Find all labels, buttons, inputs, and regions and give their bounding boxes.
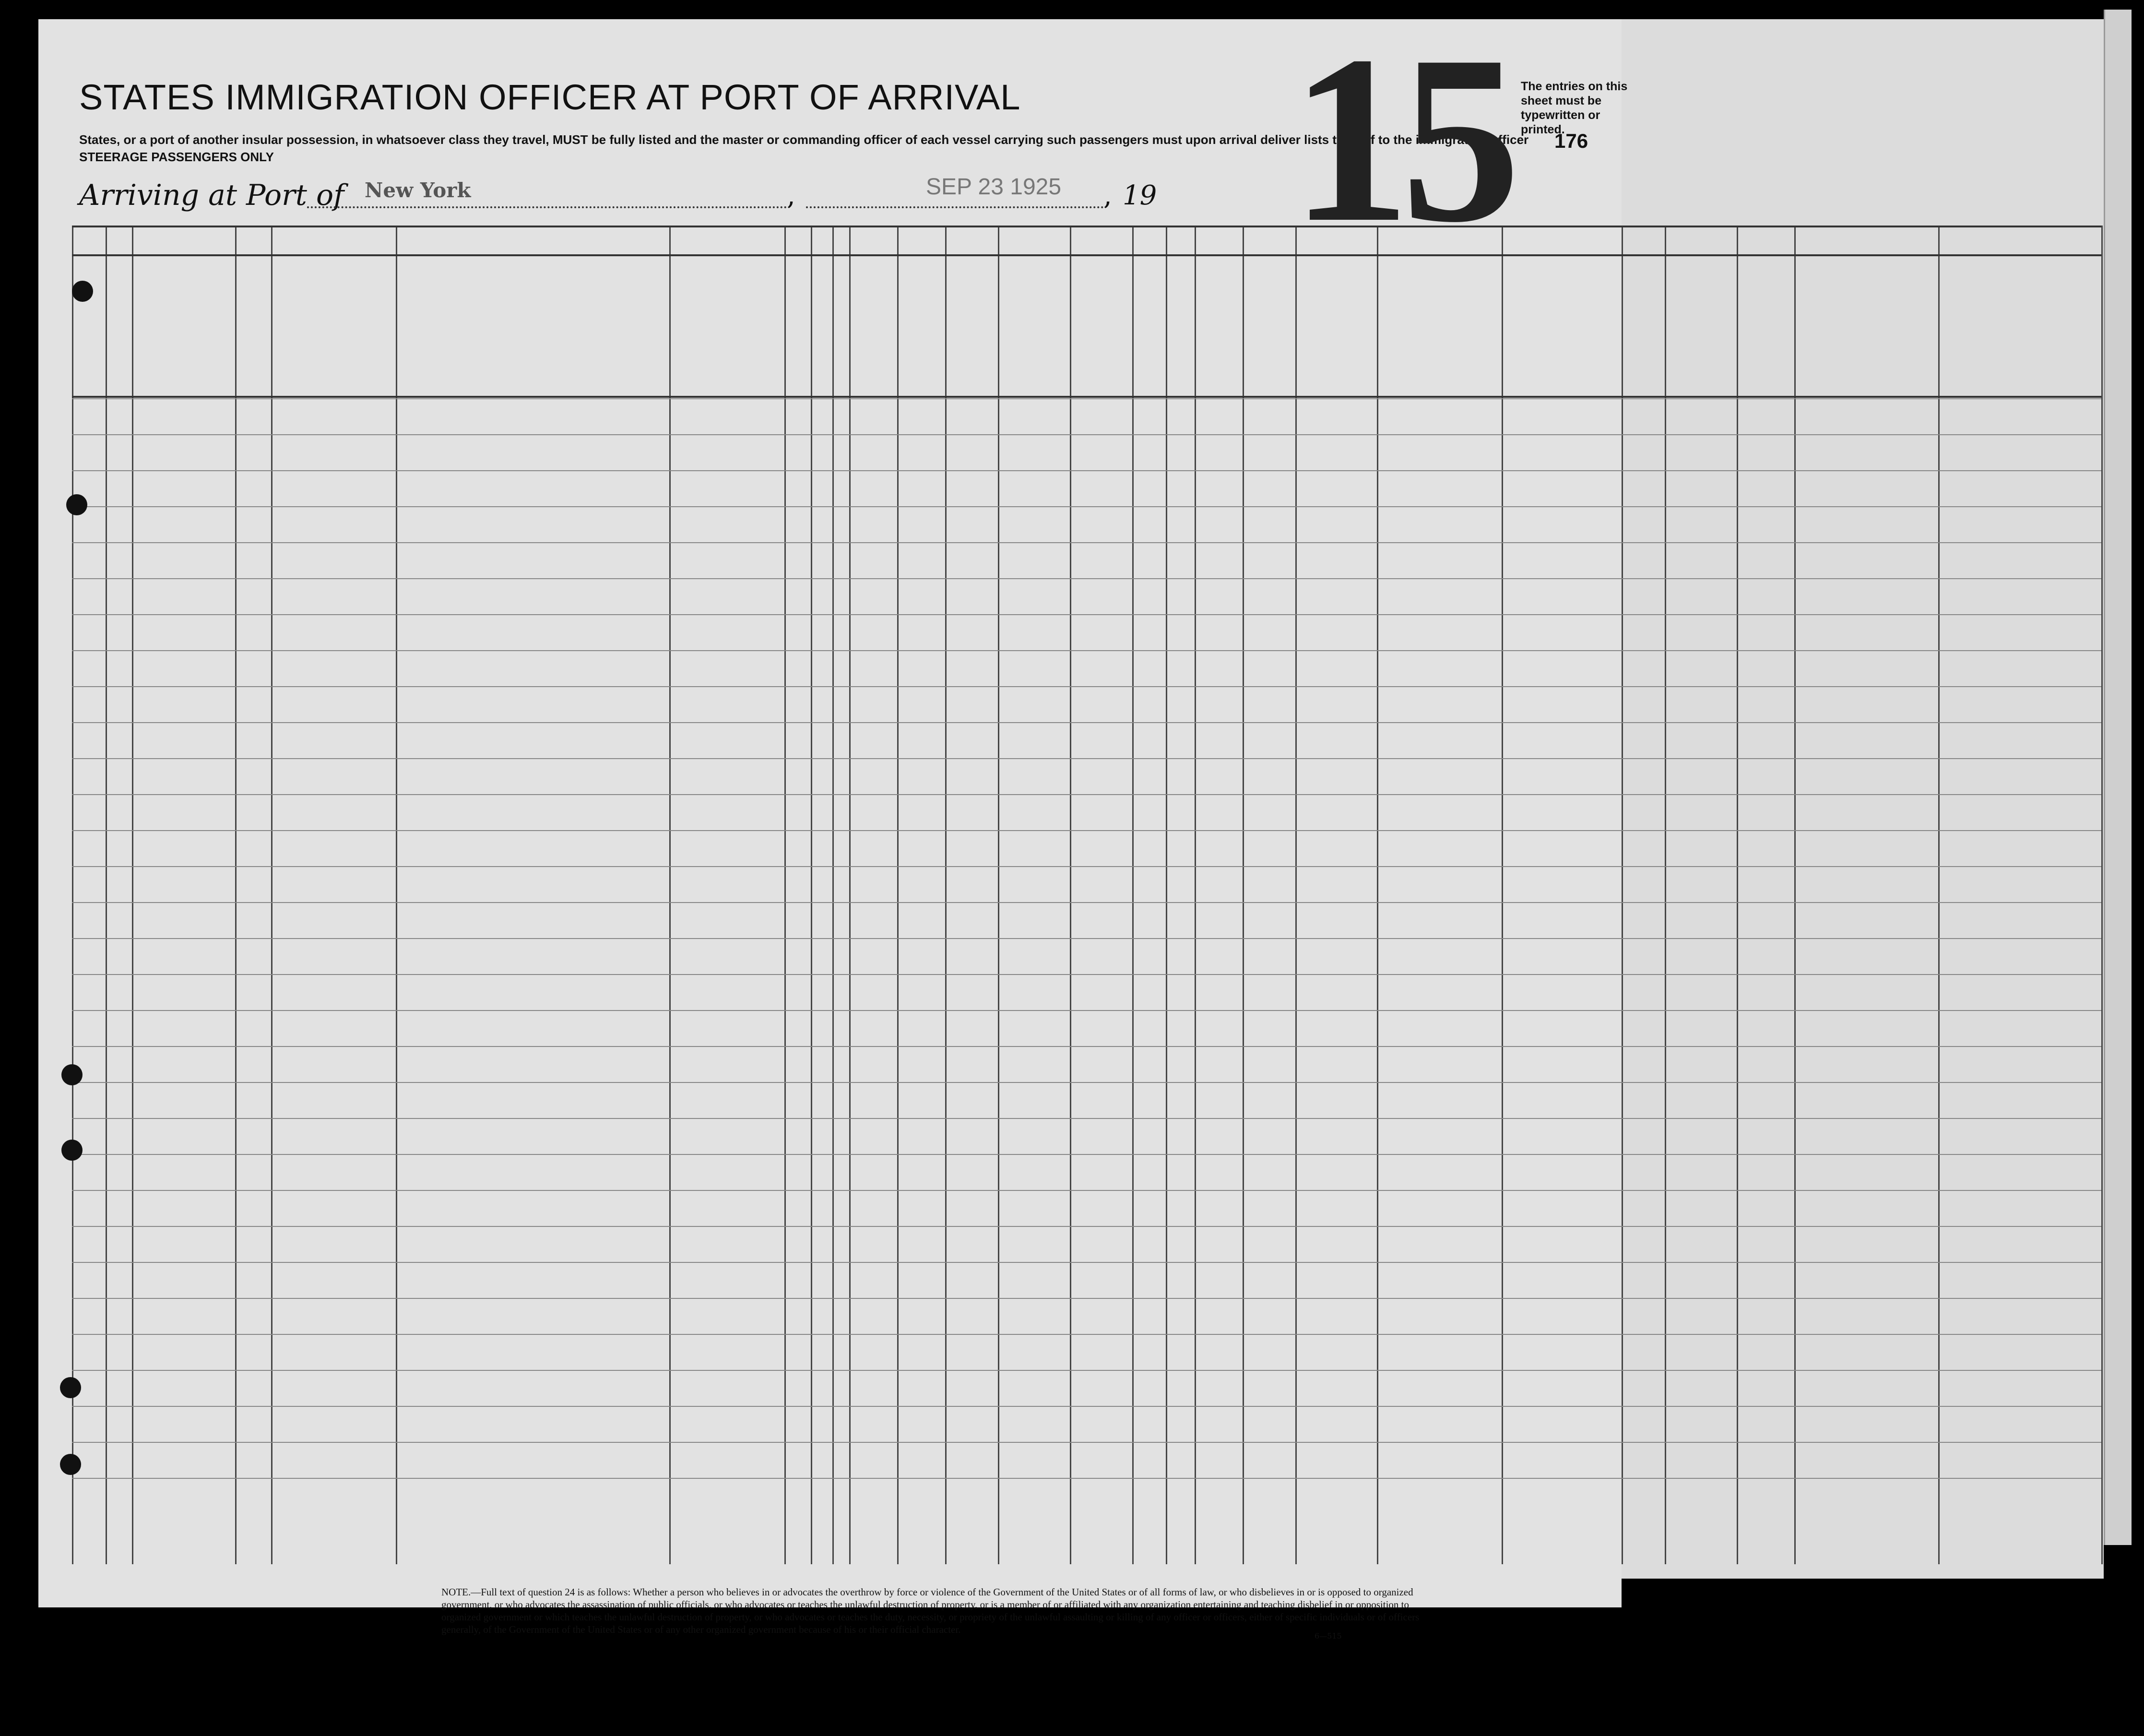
- column-divider: [1295, 226, 1297, 1564]
- row-line: [1622, 578, 2101, 579]
- row-line: [72, 1118, 1622, 1119]
- footnote: NOTE.—Full text of question 24 is as follows: Whether a person who believes in or advocates the overthrow by force or violence of the Government of the United States or of all forms of law, or who disbelieves in or is opposed to organized government, or who advocates the assassination of public officials, or who advocates or teaches the unlawful destruction of property, or is a member of or affiliated with any organization entertaining and teaching disbelief in or opposition to organized government or which teaches the unlawful destruction of property, or who advocates or teaches the duty, necessity, or propriety of the unlawful assaulting or killing of any officer or officers, either of specific individuals or of officers generally, of the Government of the United States or of any other organized government because of his or their official character.: [441, 1586, 1420, 1635]
- row-line: [1622, 938, 2101, 939]
- column-divider: [1622, 226, 1623, 1564]
- column-divider: [1737, 226, 1738, 1564]
- comma-separator: ,: [787, 180, 795, 211]
- row-line: [72, 1154, 1622, 1155]
- row-line: [1622, 542, 2101, 543]
- column-divider: [72, 226, 73, 1564]
- stamped-sheet-number: 15: [1291, 6, 1511, 272]
- row-line: [1622, 1226, 2101, 1227]
- date-line: [806, 206, 1103, 208]
- column-divider: [784, 226, 786, 1564]
- header-rule: [1622, 254, 2101, 256]
- row-line: [72, 1190, 1622, 1191]
- date-stamp: SEP 23 1925: [926, 174, 1062, 200]
- column-divider: [1794, 226, 1796, 1564]
- manifest-table-left: [72, 226, 1622, 1564]
- header-rule: [72, 396, 1622, 398]
- column-divider: [832, 226, 834, 1564]
- punch-hole: [60, 1377, 81, 1398]
- row-line: [1622, 974, 2101, 975]
- column-divider: [106, 226, 107, 1564]
- row-line: [1622, 434, 2101, 435]
- row-line: [1622, 506, 2101, 507]
- row-line: [72, 1082, 1622, 1083]
- column-divider: [998, 226, 999, 1564]
- row-line: [1622, 650, 2101, 651]
- punch-hole: [61, 1140, 83, 1161]
- row-line: [72, 1334, 1622, 1335]
- row-line: [1622, 1442, 2101, 1443]
- column-divider: [2101, 226, 2103, 1564]
- row-line: [72, 434, 1622, 435]
- row-line: [72, 1298, 1622, 1299]
- column-divider: [1070, 226, 1071, 1564]
- arriving-label: Arriving at Port of: [79, 178, 344, 212]
- column-divider: [1665, 226, 1666, 1564]
- row-line: [72, 794, 1622, 795]
- row-line: [1622, 1118, 2101, 1119]
- header-rule: [72, 254, 1622, 256]
- column-divider: [669, 226, 671, 1564]
- row-line: [72, 1442, 1622, 1443]
- row-line: [72, 830, 1622, 831]
- row-line: [1622, 1370, 2101, 1371]
- column-divider: [132, 226, 133, 1564]
- port-line: [307, 206, 787, 208]
- row-line: [72, 398, 1622, 399]
- row-line: [1622, 794, 2101, 795]
- typed-note: The entries on this sheet must be typewritten or printed.: [1521, 80, 1628, 136]
- column-divider: [396, 226, 397, 1564]
- row-line: [72, 938, 1622, 939]
- row-line: [72, 650, 1622, 651]
- column-divider: [1132, 226, 1134, 1564]
- row-line: [1622, 722, 2101, 723]
- row-line: [72, 1010, 1622, 1011]
- row-line: [1622, 902, 2101, 903]
- punch-hole: [60, 1454, 81, 1475]
- comma-separator: ,: [1103, 180, 1112, 211]
- row-line: [1622, 1298, 2101, 1299]
- row-line: [72, 758, 1622, 759]
- row-line: [72, 866, 1622, 867]
- row-line: [72, 542, 1622, 543]
- page-number: 176: [1554, 130, 1588, 152]
- row-line: [72, 1226, 1622, 1227]
- column-divider: [897, 226, 899, 1564]
- row-line: [72, 1478, 1622, 1479]
- row-line: [1622, 1334, 2101, 1335]
- row-line: [1622, 1478, 2101, 1479]
- page-edge: [2104, 10, 2132, 1545]
- header-rule: [72, 226, 1622, 227]
- column-divider: [1502, 226, 1503, 1564]
- row-line: [72, 1370, 1622, 1371]
- column-divider: [1195, 226, 1196, 1564]
- row-line: [1622, 1190, 2101, 1191]
- row-line: [72, 722, 1622, 723]
- row-line: [1622, 470, 2101, 471]
- row-line: [1622, 1154, 2101, 1155]
- row-line: [1622, 1082, 2101, 1083]
- row-line: [1622, 686, 2101, 687]
- column-divider: [271, 226, 272, 1564]
- form-code: 6—515: [1315, 1631, 1342, 1641]
- column-divider: [1938, 226, 1940, 1564]
- column-divider: [1377, 226, 1378, 1564]
- row-line: [72, 686, 1622, 687]
- column-divider: [849, 226, 851, 1564]
- row-line: [1622, 1262, 2101, 1263]
- row-line: [1622, 1046, 2101, 1047]
- column-divider: [235, 226, 237, 1564]
- row-line: [72, 614, 1622, 615]
- page-title: STATES IMMIGRATION OFFICER AT PORT OF ARRIVAL: [79, 77, 1021, 117]
- row-line: [72, 902, 1622, 903]
- header-rule: [1622, 396, 2101, 398]
- row-line: [72, 974, 1622, 975]
- row-line: [1622, 758, 2101, 759]
- row-line: [1622, 830, 2101, 831]
- header-rule: [1622, 226, 2101, 227]
- steerage-label: STEERAGE PASSENGERS ONLY: [79, 150, 274, 164]
- column-divider: [811, 226, 812, 1564]
- punch-hole: [72, 281, 93, 302]
- row-line: [1622, 614, 2101, 615]
- row-line: [1622, 866, 2101, 867]
- row-line: [1622, 1010, 2101, 1011]
- row-line: [72, 1406, 1622, 1407]
- row-line: [72, 506, 1622, 507]
- row-line: [1622, 1406, 2101, 1407]
- punch-hole: [61, 1064, 83, 1085]
- manifest-table-right: [1622, 226, 2101, 1564]
- column-divider: [945, 226, 947, 1564]
- column-divider: [1166, 226, 1167, 1564]
- row-line: [72, 578, 1622, 579]
- row-line: [72, 1046, 1622, 1047]
- row-line: [72, 1262, 1622, 1263]
- row-line: [72, 470, 1622, 471]
- port-name: New York: [365, 178, 471, 202]
- year-prefix: 19: [1123, 180, 1157, 211]
- punch-hole: [66, 494, 87, 515]
- page-subtitle: States, or a port of another insular possession, in whatsoever class they travel, MUST be fully listed and the master or commanding officer of each vessel carrying such passengers must upon arrival deliver lists thereof to the immigration officer: [79, 132, 1529, 147]
- row-line: [1622, 398, 2101, 399]
- column-divider: [1243, 226, 1244, 1564]
